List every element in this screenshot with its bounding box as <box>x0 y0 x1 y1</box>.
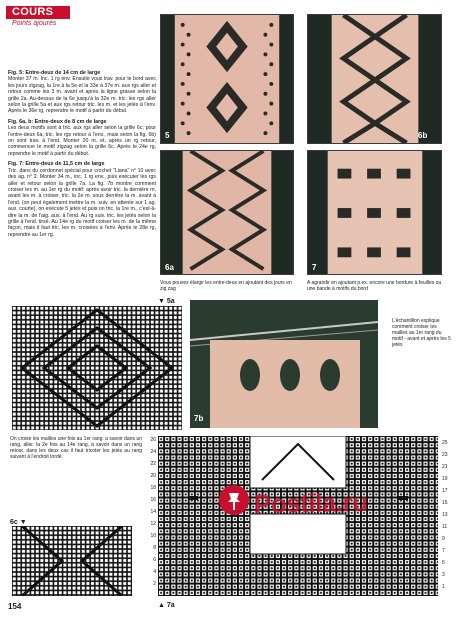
section-badge <box>6 6 70 28</box>
chart-5a <box>12 306 182 430</box>
instructions-column <box>8 70 156 242</box>
photo-7 <box>307 150 442 275</box>
pushpin-icon <box>218 484 250 516</box>
photo-6a <box>160 150 294 275</box>
caption-7b: L'échantillon explique comment croiser les mailles au 1er rang du motif - avant et après les 5 jetés <box>392 318 451 348</box>
row-numbers-left <box>146 437 156 587</box>
row-number: 11 <box>442 524 448 530</box>
lace-pattern-image <box>308 151 441 274</box>
section-body: Monter 37 m. Inc. 1 rg env. Ensuite vous trav. pour le bord avec les jours zigzag, la 1re à la 5e et la 33e à 37e m. aux rgs aller et retour comme les 3 m. avant et après la ligne grasse selon la grille 2a. Au-dessus de la 6e jusqu'à la 32e m. tric. les rgs aller selon la grille 5a et aux rgs retour tric. les m. et les jetés à l'env. Après le 36e rg, reprendre le motif à partir du début. <box>8 76 156 115</box>
row-number: 10 <box>150 533 156 539</box>
photo-label: 6a <box>165 263 174 272</box>
caption-7: A agrandir en ajoutant p.ex. encore une bordure à feuilles ou une bande à motifs du bord <box>307 280 442 292</box>
chart-label-7a: ▲ 7a <box>158 602 175 609</box>
section-fig7 <box>8 161 156 238</box>
row-number: 13 <box>442 512 448 518</box>
row-number: 20 <box>150 473 156 479</box>
lace-pattern-image <box>161 15 293 143</box>
photo-label: 6b <box>418 131 428 140</box>
chart-label-6c: 6c ▼ <box>10 519 27 526</box>
section-title: Fig. 7: Entre-deux de 11,5 cm de large <box>8 161 105 168</box>
knitting-chart-grid <box>12 306 182 430</box>
row-number: 12 <box>150 521 156 527</box>
caption-6a: Vous pouvez élargir les entre-deux en ajoutant des jours en zig zag <box>160 280 292 292</box>
row-number: 15 <box>442 500 448 506</box>
lace-pattern-image <box>161 151 293 274</box>
row-number: 21 <box>442 464 448 470</box>
row-number: 4 <box>153 569 156 575</box>
row-number: 14 <box>150 509 156 515</box>
badge-subtitle: Points ajourés <box>12 20 57 27</box>
chart-label-5a: ▼ 5a <box>158 298 175 305</box>
chart-6c <box>12 526 132 596</box>
legend-text: On croise les mailles une fois au 1er rang: a savoir dans un rang, aller. la 2e fois au 14e rang, à savoir dans un rang retour. dans les deux cas il faut tricoter les jetés au rang suivant à l'endroit tordé. <box>10 436 142 460</box>
row-number: 26 <box>150 437 156 443</box>
photo-label: 5 <box>165 131 170 140</box>
row-number: 24 <box>150 449 156 455</box>
photo-7b <box>190 300 378 428</box>
lace-pattern-image <box>308 15 441 143</box>
row-number: 1 <box>442 584 445 590</box>
row-number: 3 <box>442 572 445 578</box>
row-number: 6 <box>153 557 156 563</box>
watermark: Postila.ru <box>253 487 368 519</box>
row-number: 9 <box>442 536 445 542</box>
section-title: Fig. 6a, b: Entre-deux de 8 cm de large <box>8 118 107 125</box>
row-number: 2 <box>153 581 156 587</box>
row-number: 16 <box>150 497 156 503</box>
photo-label: 7 <box>312 263 317 272</box>
knitting-chart-grid <box>12 526 132 596</box>
row-number: 18 <box>150 485 156 491</box>
badge-title: COURS <box>6 6 70 19</box>
photo-6b <box>307 14 442 144</box>
row-numbers-right <box>442 440 454 590</box>
page-number: 154 <box>8 602 22 611</box>
row-number: 23 <box>442 452 448 458</box>
row-number: 17 <box>442 488 448 494</box>
stitch-crossing-image <box>190 300 378 428</box>
section-fig6 <box>8 119 156 157</box>
row-number: 22 <box>150 461 156 467</box>
section-body: Tric. dans du cordonnet spécial pour crochet "Liana" n° 10 avec des ag. n° 2. Monter 34 m., inc. 1 rg env., puis exécuter les rgs aller et retour selon la grille 7a. La fig. 7b montre comment croiser les m. au 1er rg du motif: après avoir tric. la dernière m. avant les m. à croiser, tric. la 2e m. sous derrière la m. avant à l'end. (on peut également mettre la m. suiv. en attente sur 1 ag. aux. courte), on exécute 5 jetés et puis on tric. la 1re m., c'est-à-dire la m. de l'aig. aux. à l'end. Au rg suiv. tric. les jetés selon la grille à l'end. tirsé. Au 14e rg du motif croiser les m. de la même façon, mais il faut tric. les m. croisées à l'env. Après le 28e rg, reprendre au 1er rg. <box>8 167 156 238</box>
section-title: Fig. 5: Entre-deux de 14 cm de large <box>8 70 101 76</box>
row-number: 25 <box>442 440 448 446</box>
section-body: Les deux motifs sont à tric. aux rgs aller selon la grille 6c; pour l'entre-deux 6a, tric. les rgs retour à l'env., mais selon la fig. 6b) on sont trav. à l'end. Monter 20 m. et, après un rg retour, commencer le motif zigzag selon la grille 6c. Après le 24e rg, reprendre le motif à partir du début. <box>8 125 156 157</box>
row-number: 7 <box>442 548 445 554</box>
row-number: 19 <box>442 476 448 482</box>
photo-5 <box>160 14 294 144</box>
row-number: 5 <box>442 560 445 566</box>
row-number: 8 <box>153 545 156 551</box>
section-fig5 <box>8 70 156 115</box>
photo-label: 7b <box>194 414 204 423</box>
